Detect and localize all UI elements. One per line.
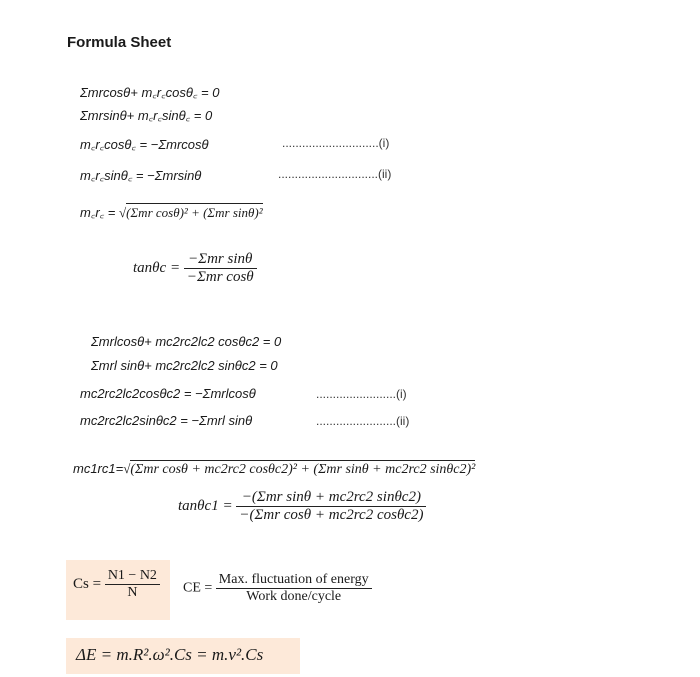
- resultant-1-radicand: (Σmr cosθ)² + (Σmr sinθ)²: [126, 205, 263, 220]
- coefficient-of-speed-fluctuation: [73, 568, 160, 601]
- resultant-1-lhs: m꜀r꜀ =: [80, 205, 119, 220]
- tan-theta-c-lhs: tanθc =: [133, 259, 181, 276]
- eq-1-1: Σmrcosθ+ m꜀r꜀cosθ꜀ = 0: [80, 85, 220, 100]
- ce-fraction: [216, 572, 372, 605]
- cs-den: N: [105, 584, 160, 601]
- resultant-2-lhs: mc1rc1=: [73, 461, 124, 476]
- cs-fraction: [105, 568, 160, 601]
- eq-2-2: Σmrl sinθ+ mc2rc2lc2 sinθc2 = 0: [91, 358, 278, 373]
- sqrt-symbol: √: [118, 205, 127, 220]
- cs-lhs: Cs =: [73, 575, 102, 592]
- eq-2-3-ref: ........................(i): [316, 387, 407, 401]
- eq-2-1: Σmrlcosθ+ mc2rc2lc2 cosθc2 = 0: [91, 334, 282, 349]
- eq-2-3: mc2rc2lc2cosθc2 = −Σmrlcosθ: [80, 386, 256, 401]
- eq-1-4: m꜀r꜀sinθ꜀ = −Σmrsinθ: [80, 168, 202, 183]
- tan-theta-c1-lhs: tanθc1 =: [178, 497, 233, 514]
- tan-theta-c: [133, 251, 257, 286]
- ce-lhs: CE =: [183, 580, 213, 596]
- tan-theta-c-den: −Σmr cosθ: [184, 268, 257, 286]
- sqrt-symbol-2: √: [123, 461, 131, 476]
- resultant-2-radicand: (Σmr cosθ + mc2rc2 cosθc2)² + (Σmr sinθ + mc2rc2 sinθc2)²: [130, 462, 476, 477]
- eq-1-3-ref: .............................(i): [282, 136, 390, 150]
- resultant-2: [73, 461, 475, 478]
- tan-theta-c1-num: −(Σmr sinθ + mc2rc2 sinθc2): [241, 489, 421, 505]
- ce-num: Max. fluctuation of energy: [218, 572, 369, 587]
- eq-2-4-ref: ........................(ii): [316, 414, 410, 428]
- resultant-1: [80, 203, 263, 221]
- tan-theta-c1-fraction: [236, 489, 426, 524]
- coefficient-of-energy-fluctuation: [183, 572, 372, 605]
- eq-1-2: Σmrsinθ+ m꜀r꜀sinθ꜀ = 0: [80, 108, 213, 123]
- eq-1-4-ref: ..............................(ii): [278, 167, 392, 181]
- tan-theta-c1: [178, 489, 426, 524]
- eq-2-4: mc2rc2lc2sinθc2 = −Σmrl sinθ: [80, 413, 253, 428]
- eq-1-3: m꜀r꜀cosθ꜀ = −Σmrcosθ: [80, 137, 209, 152]
- tan-theta-c-num: −Σmr sinθ: [188, 251, 253, 267]
- cs-num: N1 − N2: [107, 568, 157, 583]
- ce-den: Work done/cycle: [216, 588, 372, 605]
- tan-theta-c-fraction: [184, 251, 257, 286]
- page-title: Formula Sheet: [67, 34, 172, 51]
- energy-fluctuation-equation: ΔE = m.R².ω².Cs = m.v².Cs: [76, 645, 264, 664]
- tan-theta-c1-den: −(Σmr cosθ + mc2rc2 cosθc2): [236, 506, 426, 524]
